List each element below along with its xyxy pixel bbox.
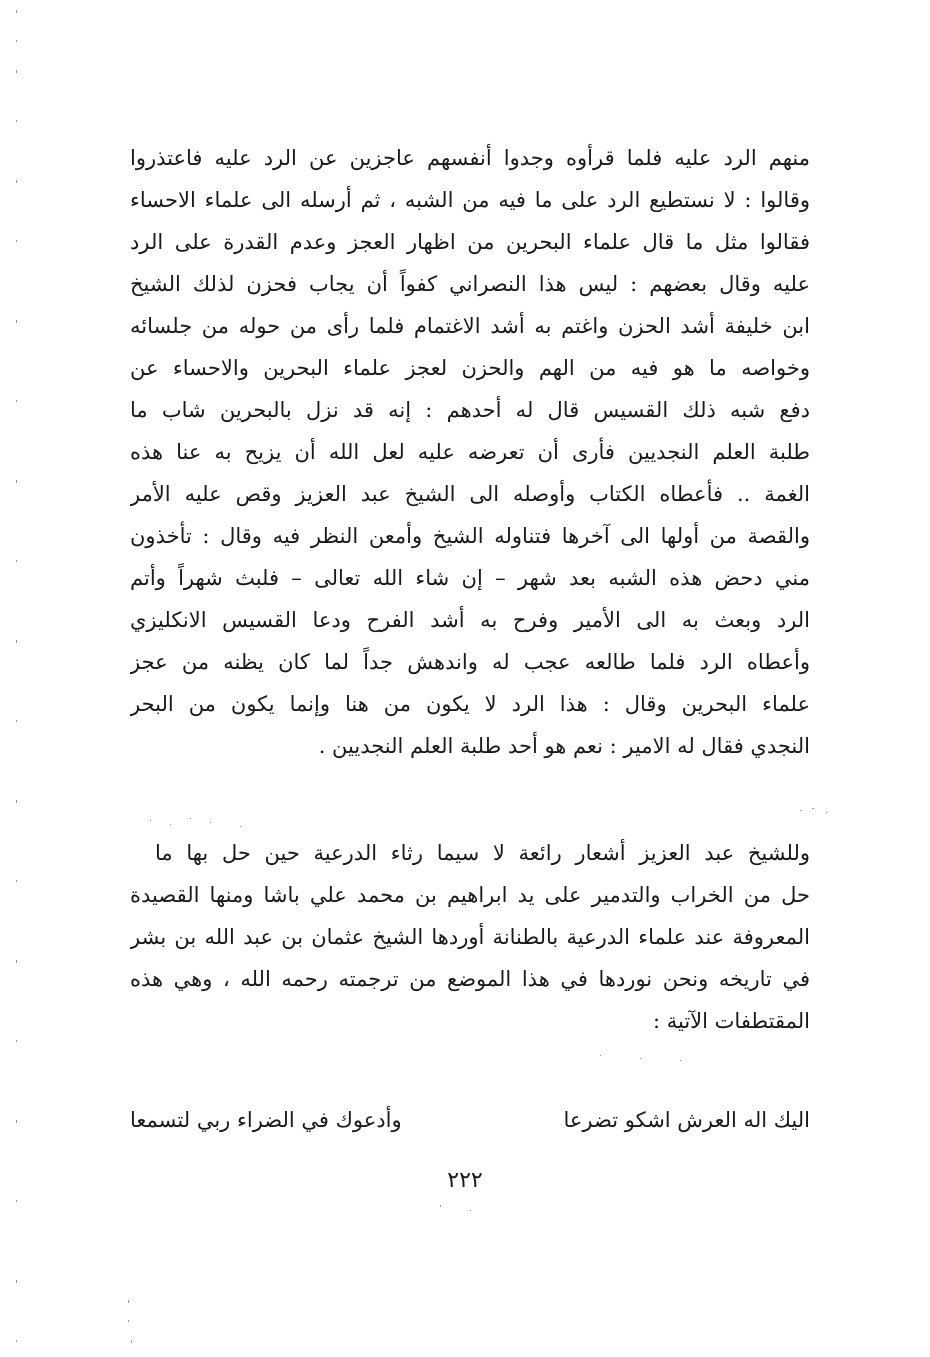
verse-first-hemistich: اليك اله العرش اشكو تضرعا xyxy=(563,1108,810,1132)
text-line: والقصة من أولها الى آخرها فتناوله الشيخ وأمعن النظر فيه وقال : تأخذون xyxy=(130,524,810,548)
text-line: المقتطفات الآتية : xyxy=(652,1009,810,1033)
text-line: حل من الخراب والتدمير على يد ابراهيم بن محمد علي باشا ومنها القصيدة xyxy=(130,883,810,907)
text-line: الرد وبعث به الى الأمير وفرح به أشد الفرح ودعا القسيس الانكليزي xyxy=(130,608,810,632)
text-line: وللشيخ عبد العزيز أشعار رائعة لا سيما رثاء الدرعية حين حل بها ما xyxy=(155,841,810,865)
text-line: وقالوا : لا نستطيع الرد على ما فيه من الشبه ، ثم أرسله الى علماء الاحساء xyxy=(130,188,810,212)
text-line: ابن خليفة أشد الحزن واغتم به أشد الاغتمام فلما رأى من حوله من جلسائه xyxy=(130,314,810,338)
text-line: وخواصه ما هو فيه من الهم والحزن لعجز علماء البحرين والاحساء عن xyxy=(130,356,810,380)
paragraph-2 xyxy=(130,833,810,1053)
text-line: الغمة .. فأعطاه الكتاب وأوصله الى الشيخ عبد العزيز وقص عليه الأمر xyxy=(130,482,810,506)
text-line: وأعطاه الرد فلما طالعه عجب له واندهش جداً لما كان يظنه من عجز xyxy=(130,650,810,674)
text-line: المعروفة عند علماء الدرعية بالطنانة أوردها الشيخ عثمان بن عبد الله بن بشر xyxy=(130,925,810,949)
text-line: مني دحض هذه الشبه بعد شهر – إن شاء الله تعالى – فلبث شهراً وأتم xyxy=(130,566,810,590)
paragraph-1 xyxy=(130,138,810,778)
text-line: علماء البحرين وقال : هذا الرد لا يكون من هنا وإنما يكون من البحر xyxy=(130,692,810,716)
text-line: فقالوا مثل ما قال علماء البحرين من اظهار العجز وعدم القدرة على الرد xyxy=(130,230,810,254)
text-line: النجدي فقال له الامير : نعم هو أحد طلبة العلم النجديين . xyxy=(318,734,810,758)
text-line: طلبة العلم النجديين فأرى أن تعرضه عليه لعل الله أن يزيح به عنا هذه xyxy=(130,440,810,464)
text-line: عليه وقال بعضهم : ليس هذا النصراني كفواً أن يجاب فحزن لذلك الشيخ xyxy=(130,272,810,296)
poem-verse xyxy=(130,1100,810,1140)
text-line: دفع شبه ذلك القسيس قال له أحدهم : إنه قد نزل بالبحرين شاب ما xyxy=(130,398,810,422)
verse-second-hemistich: وأدعوك في الضراء ربي لتسمعا xyxy=(130,1108,402,1132)
text-line: في تاريخه ونحن نوردها في هذا الموضع من ترجمته رحمه الله ، وهي هذه xyxy=(130,967,810,991)
text-line: منهم الرد عليه فلما قرأوه وجدوا أنفسهم عاجزين عن الرد عليه فاعتذروا xyxy=(130,146,810,170)
page-number: ٢٢٢ xyxy=(447,1168,483,1193)
